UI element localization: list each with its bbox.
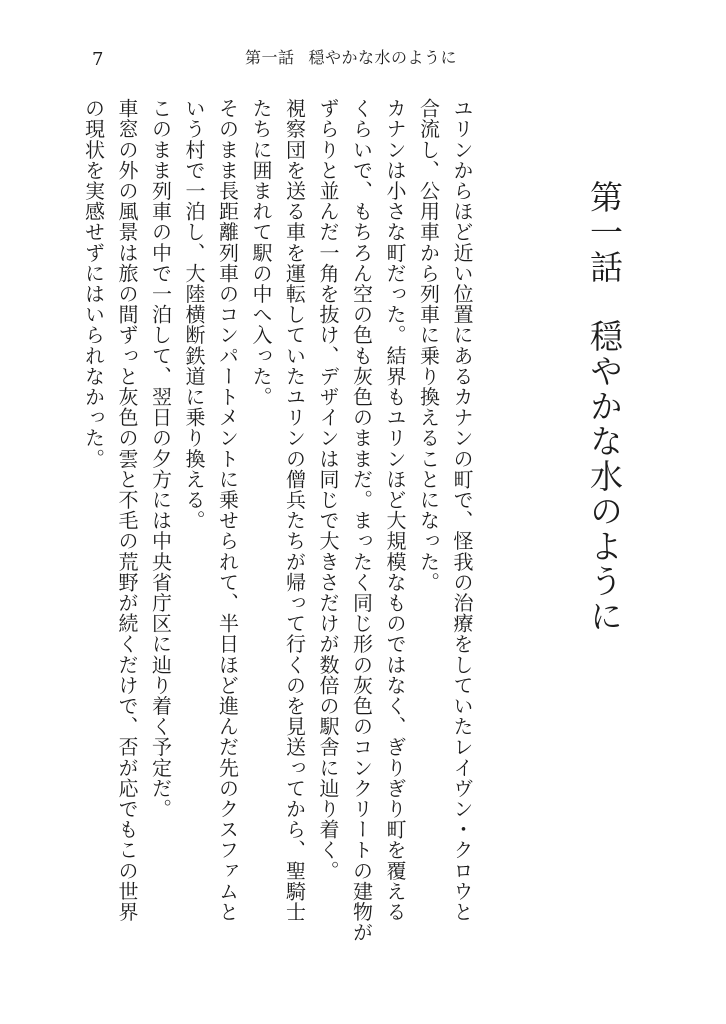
text-line: の現状を実感せずにはいられなかった。 [81,98,106,469]
chapter-number: 第一話 [585,180,624,285]
text-line: たちに囲まれて駅の中へ入った。 [249,98,273,407]
chapter-name: 穏やかな水のように [585,319,624,634]
text-line: いう村で一泊し、大陸横断鉄道に乗り換える。 [182,98,206,531]
text-line: 車窓の外の風景は旅の間ずっと灰色の雲と不毛の荒野が続くだけで、否が応でもこの世界 [115,98,139,922]
chapter-title [584,180,624,634]
text-line: 合流し、公用車から列車に乗り換えることになった。 [416,98,441,593]
running-header-chapter: 第一話 [245,48,295,67]
page-number: 7 [92,49,104,70]
text-line: ユリンからほど近い位置にあるカナンの町で、怪我の治療をしていたレイヴン・クロウと [450,98,474,922]
text-line: そのまま長距離列車のコンパートメントに乗せられて、半日ほど進んだ先のクスファムと [215,98,240,922]
running-header [245,48,457,68]
running-header-title: 穏やかな水のように [308,48,458,67]
text-line: ずらりと並んだ一角を抜け、デザインは同じで大きさだけが数倍の駅舎に辿り着く。 [316,98,340,881]
text-line: 視察団を送る車を運転していたユリンの僧兵たちが帰って行くのを見送ってから、聖騎士 [282,98,307,922]
body-text [81,98,478,983]
text-line: カナンは小さな町だった。結界もユリンほど大規模なものではなく、ぎりぎり町を覆える [383,98,407,922]
text-line: このまま列車の中で一泊して、翌日の夕方には中央省庁区に辿り着く予定だ。 [148,98,173,819]
text-line: くらいで、もちろん空の色も灰色のままだ。まったく同じ形の灰色のコンクリートの建物が [349,98,374,943]
